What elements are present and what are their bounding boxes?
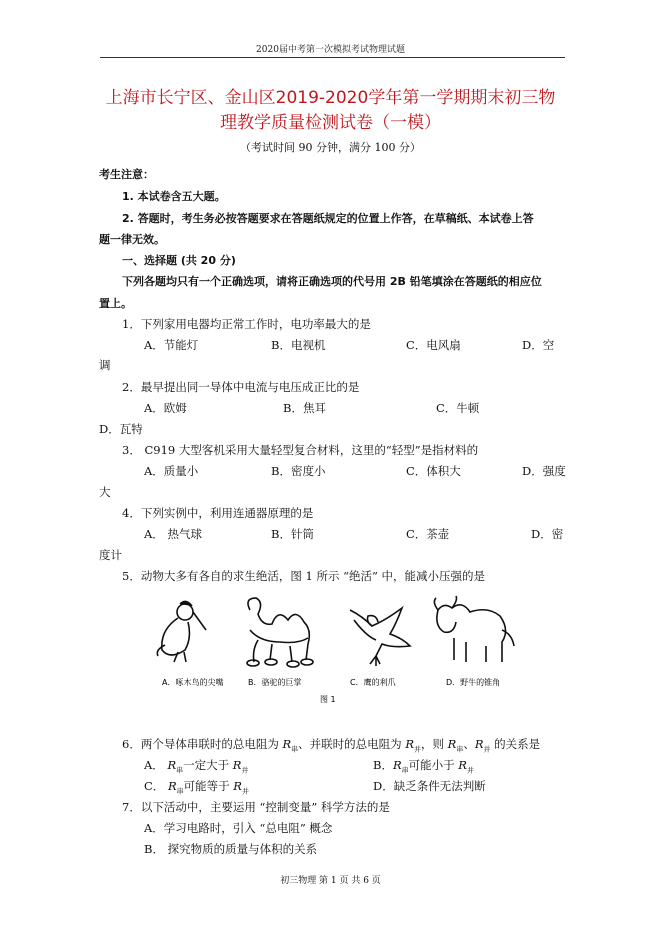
exam-info: （考试时间 90 分钟，满分 100 分） <box>240 141 421 154</box>
q1-option-d: D．空 <box>522 338 555 352</box>
q1-option-a: A．节能灯 <box>144 338 199 352</box>
q5-stem: 5．动物大多有各自的求生绝活，图 1 所示 “绝活” 中，能减小压强的是 <box>122 569 486 583</box>
figure-1 <box>140 590 540 710</box>
notice-item-1: 1. 本试卷含五大题。 <box>122 190 226 203</box>
q4-option-a: A． 热气球 <box>144 527 202 541</box>
caption-d: D．野牛的锥角 <box>446 678 501 687</box>
q2-stem: 2．最早提出同一导体中电流与电压成正比的是 <box>122 380 360 394</box>
q7-option-b: B． 探究物质的质量与体积的关系 <box>144 842 318 856</box>
q1-stem: 1．下列家用电器均正常工作时，电功率最大的是 <box>122 317 371 331</box>
section-instruction-cont: 置上。 <box>99 297 132 310</box>
q2-option-c: C．牛顿 <box>436 401 480 415</box>
q4-option-d-wrap: 度计 <box>99 548 122 562</box>
q4-option-b: B．针筒 <box>271 527 314 541</box>
q3-option-d: D．强度 <box>522 464 566 478</box>
eagle-illustration <box>350 608 410 666</box>
q3-option-b: B．密度小 <box>271 464 326 478</box>
section-instruction: 下列各题均只有一个正确选项，请将正确选项的代号用 2B 铅笔填涂在答题纸的相应位 <box>122 275 542 288</box>
q6-option-c: C． $R_串$可能等于 $R_并$ <box>144 779 249 796</box>
q6-stem: 6．两个导体串联时的总电阻为 $R_串$、并联时的总电阻为 $R_并$，则 $R_串$、$R_并$ 的关系是 <box>122 737 541 754</box>
section-heading: 一、选择题 (共 20 分) <box>122 254 236 267</box>
notice-item-2: 2. 答题时，考生务必按答题要求在答题纸规定的位置上作答，在草稿纸、本试卷上答 <box>122 212 534 225</box>
q1-option-d-wrap: 调 <box>99 358 111 372</box>
caption-a: A．啄木鸟的尖嘴 <box>162 678 224 687</box>
q3-option-d-wrap: 大 <box>99 485 111 499</box>
camel-illustration <box>247 598 313 667</box>
bison-illustration <box>434 596 514 662</box>
q2-option-b: B．焦耳 <box>283 401 326 415</box>
header-rule <box>100 57 565 58</box>
q6-option-d: D．缺乏条件无法判断 <box>373 779 486 793</box>
page-footer: 初三物理 第 1 页 共 6 页 <box>280 876 381 886</box>
q1-option-b: B．电视机 <box>271 338 326 352</box>
title-line-1: 上海市长宁区、金山区2019-2020学年第一学期期末初三物 <box>105 88 556 108</box>
caption-c: C．鹰的利爪 <box>350 678 396 687</box>
q6-option-a: A． $R_串$一定大于 $R_并$ <box>144 758 249 775</box>
woodpecker-illustration <box>157 601 206 662</box>
q7-stem: 7．以下活动中，主要运用 “控制变量” 科学方法的是 <box>122 800 390 814</box>
q3-option-a: A．质量小 <box>144 464 199 478</box>
q4-option-d: D．密 <box>531 527 564 541</box>
q7-option-a: A．学习电路时，引入 “总电阻” 概念 <box>144 821 333 835</box>
q6-option-b: B．$R_串$可能小于 $R_并$ <box>373 758 474 775</box>
figure-label: 图 1 <box>320 695 336 704</box>
q4-stem: 4．下列实例中，利用连通器原理的是 <box>122 506 314 520</box>
q3-stem: 3． C919 大型客机采用大量轻型复合材料，这里的“轻型”是指材料的 <box>122 443 479 457</box>
q1-option-c: C．电风扇 <box>406 338 461 352</box>
caption-b: B．骆驼的巨掌 <box>248 678 302 687</box>
title-line-2: 理教学质量检测试卷（一模） <box>220 113 441 133</box>
q4-option-c: C．茶壶 <box>406 527 450 541</box>
page-header: 2020届中考第一次模拟考试物理试题 <box>256 45 405 55</box>
q2-option-a: A．欧姆 <box>144 401 187 415</box>
q2-option-d: D．瓦特 <box>99 422 143 436</box>
q3-option-c: C．体积大 <box>406 464 461 478</box>
notice-item-2-cont: 题一律无效。 <box>99 233 165 246</box>
notice-heading: 考生注意： <box>99 168 154 181</box>
